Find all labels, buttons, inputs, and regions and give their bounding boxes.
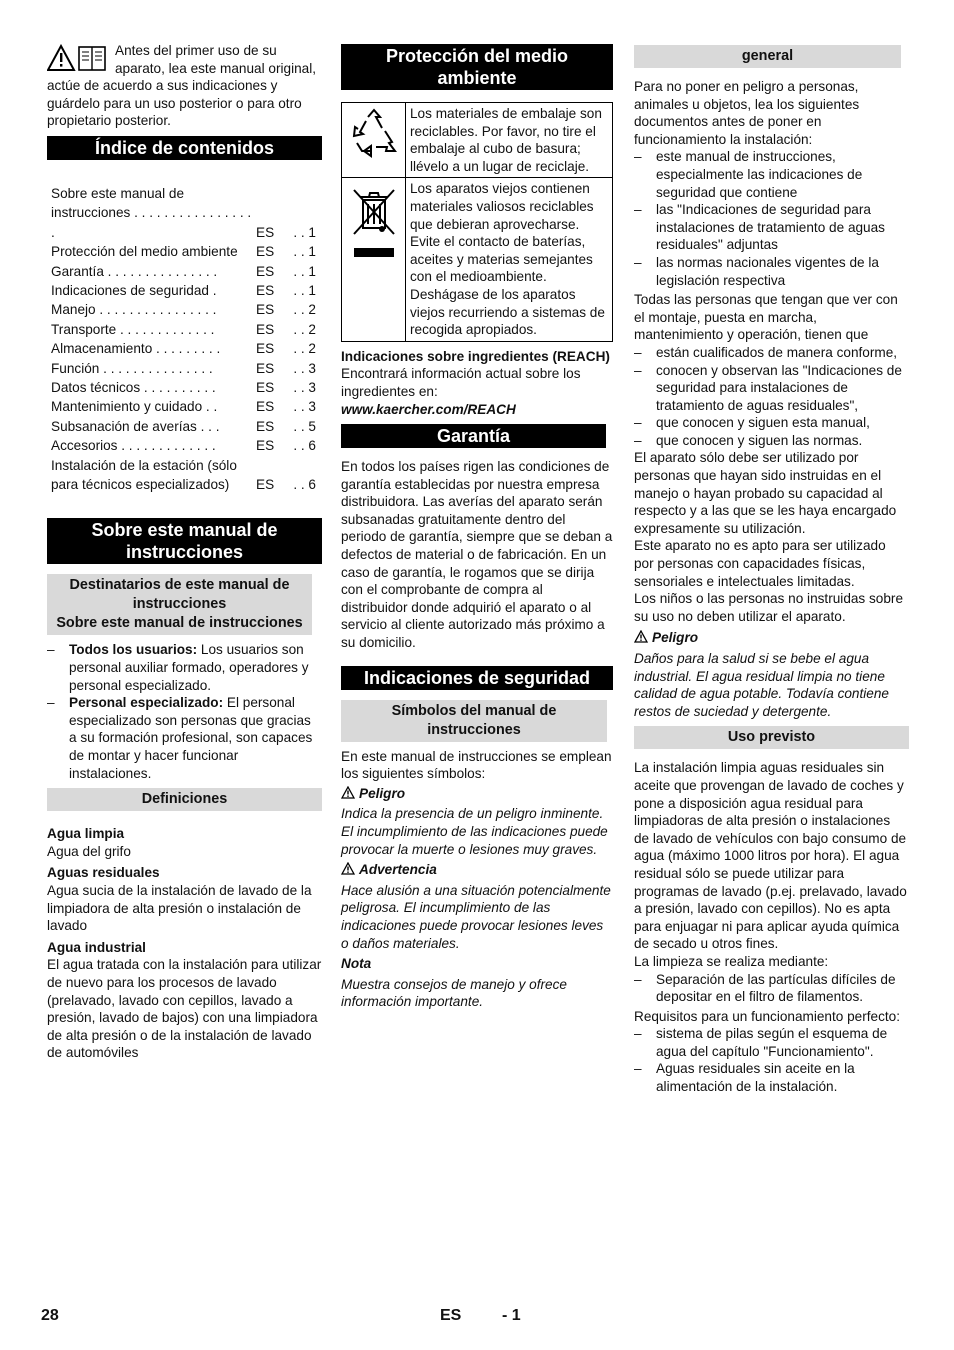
list-item-text: este manual de instrucciones, especialmente las indicaciones de seguridad que contiene <box>656 149 863 200</box>
toc-row[interactable] <box>47 281 322 300</box>
list-item-text: las "Indicaciones de seguridad para instalaciones de tratamiento de aguas residuales" adjuntas <box>656 202 885 253</box>
warning-triangle-icon <box>341 786 355 799</box>
toc-row[interactable] <box>47 184 322 242</box>
warranty-text: En todos los países rigen las condiciones de garantía establecidas por nuestra empresa distribuidora. Las averías del aparato serán subsanadas gratuitamente dentro del periodo de garantía, siempre que se deban a defectos de material o de fabricación. En un caso de garantía, le rogamos que se dirija con el comprobante de compra al distribuidor donde adquirió el aparato o al servicio al cliente autorizado más próximo a su domicilio. <box>341 459 613 651</box>
toc-label: Mantenimiento y cuidado . . <box>51 399 218 415</box>
reach-text: Encontrará información actual sobre los ingredientes en: <box>341 366 581 399</box>
safety-title: Indicaciones de seguridad <box>341 666 613 690</box>
toc-page: . . 2 <box>293 321 316 337</box>
environment-row-recycle <box>342 103 613 178</box>
definition-term: Agua industrial <box>47 939 146 955</box>
usage-paragraph-1: El aparato sólo debe ser utilizado por personas que hayan sido instruidas en el manejo o hayan probado su capacidad al respecto y a las que se les haya encargado expresamente su utilización. <box>634 450 897 536</box>
danger-label-2: Peligro <box>652 630 699 646</box>
toc-row[interactable] <box>47 397 322 416</box>
toc-lang: ES <box>256 224 275 240</box>
definition-term: Agua limpia <box>47 826 125 842</box>
toc-table <box>47 184 322 495</box>
note-text: Muestra consejos de manejo y ofrece información importante. <box>341 976 567 1010</box>
column-left <box>47 42 322 1066</box>
note-label: Nota <box>341 956 372 972</box>
toc-lang: ES <box>256 263 275 279</box>
intended-use-text: La instalación limpia aguas residuales sin aceite que provengan de lavado de coches y pone a disposición agua residual para limpiadoras de alta presión o instalaciones de lavado de vehículos con bajo consumo de agua (máximo 1000 litros por hora). El agua residual sólo se puede utilizar para programas de lavado (p.ej. prelavado, lavado a presión, lavado con cepillos). No es apta para enjuagar ni para aplicar ayuda química de secado u otros fines. <box>634 760 907 952</box>
dash-bullet: – <box>634 254 642 270</box>
list-item-text: que conocen y siguen esta manual, <box>656 415 870 431</box>
column-right <box>634 42 909 1096</box>
definition-term: Aguas residuales <box>47 865 160 881</box>
dash-bullet: – <box>634 1026 642 1042</box>
toc-row[interactable] <box>47 456 322 495</box>
toc-lang: ES <box>256 418 275 434</box>
toc-label: Garantía . . . . . . . . . . . . . . . <box>51 263 218 279</box>
environment-row-disposal <box>342 178 613 341</box>
toc-row[interactable] <box>47 359 322 378</box>
danger-heading-2 <box>634 629 909 647</box>
toc-row[interactable] <box>47 339 322 358</box>
toc-row[interactable] <box>47 320 322 339</box>
toc-label: Función . . . . . . . . . . . . . . . <box>51 360 213 376</box>
recycle-icon <box>349 151 399 166</box>
list-item <box>634 1060 909 1095</box>
toc-label: Instalación de la estación (sólo para técnicos especializados) <box>51 457 237 493</box>
list-item <box>634 254 909 289</box>
toc-page: . . 2 <box>293 302 316 318</box>
dash-bullet: – <box>47 642 55 658</box>
list-item-term: Todos los usuarios: <box>69 642 198 658</box>
toc-lang: ES <box>256 302 275 318</box>
toc-lang: ES <box>256 438 275 454</box>
list-item-text <box>69 694 322 782</box>
intro-text: Antes del primer uso de su aparato, lea este manual original, actúe de acuerdo a sus indicaciones y guárdelo para un uso posterior o para otro propietario posterior. <box>47 43 317 129</box>
danger-label: Peligro <box>359 785 406 801</box>
warning-book-icon <box>47 44 109 74</box>
toc-page: . . 2 <box>293 341 316 357</box>
toc-lang: ES <box>256 244 275 260</box>
environment-title: Protección del medio ambiente <box>341 44 613 90</box>
symbols-intro: En este manual de instrucciones se emplean los siguientes símbolos: <box>341 748 612 782</box>
toc-label: Transporte . . . . . . . . . . . . . <box>51 321 215 337</box>
warning-triangle-icon <box>341 862 355 875</box>
list-item-text: conocen y observan las "Indicaciones de seguridad para instalaciones de tratamiento de aguas residuales", <box>656 362 902 413</box>
toc-row[interactable] <box>47 300 322 319</box>
danger-text: Indica la presencia de un peligro inminente. El incumplimiento de las indicaciones puede provocar la muerte o lesiones muy graves. <box>341 806 608 857</box>
general-intro: Para no poner en peligro a personas, animales u objetos, lea los siguientes documentos antes de poner en funcionamiento la instalación: <box>634 79 860 147</box>
list-item <box>634 344 909 362</box>
toc-label: Almacenamiento . . . . . . . . . <box>51 341 221 357</box>
list-item <box>634 1025 909 1060</box>
intended-use-title: Uso previsto <box>634 726 909 749</box>
toc-lang: ES <box>256 477 275 493</box>
definition-text: El agua tratada con la instalación para utilizar de nuevo para los procesos de lavado (prelavado, lavado con cepillos, lavado a presión, lavado de bajos) con una limpiadora de alta presión o de la instalación de lavado de automóviles <box>47 957 322 1061</box>
list-item <box>47 694 322 782</box>
toc-lang: ES <box>256 321 275 337</box>
toc-row[interactable] <box>47 436 322 455</box>
definitions-title: Definiciones <box>47 788 322 811</box>
page-number: 28 <box>41 1307 59 1324</box>
usage-paragraph-3: Los niños o las personas no instruidas sobre su uso no deben utilizar el aparato. <box>634 591 904 624</box>
warning-text: Hace alusión a una situación potencialmente peligrosa. El incumplimiento de las indicaciones puede provocar lesiones leves o daños materiales. <box>341 882 611 951</box>
toc-page: . . 3 <box>293 399 316 415</box>
toc-lang: ES <box>256 360 275 376</box>
environment-table <box>341 102 613 342</box>
warning-triangle-icon <box>634 630 648 643</box>
environment-text-recycle: Los materiales de embalaje son reciclables. Por favor, no tire el embalaje al cubo de basura; llévelo a un lugar de reciclaje. <box>406 103 613 178</box>
list-item-desc: El personal especializado son personas que gracias a su formación profesional, son capaces de montar y hacer funcionar instalaciones. <box>69 695 313 781</box>
general-title: general <box>634 45 901 68</box>
list-item <box>634 362 909 415</box>
reach-link[interactable]: www.kaercher.com/REACH <box>341 401 516 417</box>
toc-lang: ES <box>256 283 275 298</box>
toc-lang: ES <box>256 341 275 357</box>
dash-bullet: – <box>634 202 642 218</box>
warning-label: Advertencia <box>359 862 437 878</box>
toc-lang: ES <box>256 399 275 415</box>
requirements-intro: Requisitos para un funcionamiento perfecto: <box>634 1008 900 1024</box>
reach-title: Indicaciones sobre ingredientes (REACH) <box>341 348 610 364</box>
dash-bullet: – <box>634 432 642 448</box>
footer-lang: ES <box>440 1307 462 1324</box>
toc-page: . . 6 <box>293 477 316 493</box>
recipients-list <box>47 641 322 782</box>
warning-heading <box>341 861 613 879</box>
list-item <box>47 641 322 694</box>
dash-bullet: – <box>634 362 642 378</box>
toc-page: . . 6 <box>293 438 316 454</box>
general-list <box>634 148 909 289</box>
crossed-bin-icon <box>349 250 399 265</box>
toc-title: Índice de contenidos <box>47 136 322 160</box>
toc-label: Accesorios . . . . . . . . . . . . . <box>51 438 216 454</box>
toc-label: Subsanación de averías . . . <box>51 418 220 434</box>
danger-heading <box>341 785 613 803</box>
dash-bullet: – <box>634 971 642 987</box>
toc-label: Datos técnicos . . . . . . . . . . <box>51 380 216 396</box>
list-item <box>634 971 909 1006</box>
toc-row[interactable] <box>47 378 322 397</box>
danger-text-2: Daños para la salud si se bebe el agua industrial. El agua residual limpia no tiene calidad de agua potable. Todavía contiene restos de suciedad y detergente. <box>634 651 889 719</box>
column-middle <box>341 42 613 1011</box>
list-item <box>634 414 909 432</box>
toc-page: . . 3 <box>293 360 316 376</box>
cleaning-list <box>634 971 909 1006</box>
toc-row[interactable] <box>47 262 322 281</box>
list-item-term: Personal especializado: <box>69 695 224 711</box>
toc-label: Sobre este manual de instrucciones . . . . . . . . . . . . . . . . . <box>51 185 252 240</box>
toc-page: . . 1 <box>293 283 316 298</box>
toc-label: Indicaciones de seguridad . <box>51 283 217 298</box>
toc-page: . . 3 <box>293 380 316 396</box>
dash-bullet: – <box>634 1061 642 1077</box>
recipients-title: Destinatarios de este manual de instrucciones Sobre este manual de instrucciones <box>47 574 312 635</box>
list-item-text: las normas nacionales vigentes de la legislación respectiva <box>656 254 879 288</box>
toc-page: . . 1 <box>293 263 316 279</box>
list-item <box>634 148 909 201</box>
list-item-text: Separación de las partículas difíciles de depositar en el filtro de filamentos. <box>656 971 896 1005</box>
dash-bullet: – <box>47 695 55 711</box>
toc-label: Manejo . . . . . . . . . . . . . . . . <box>51 302 217 318</box>
definition-text: Agua del grifo <box>47 843 131 859</box>
list-item-text: sistema de pilas según el esquema de agua del capítulo "Funcionamiento". <box>656 1026 888 1059</box>
symbols-title: Símbolos del manual de instrucciones <box>341 700 607 742</box>
definition-text: Agua sucia de la instalación de lavado de la limpiadora de alta presión o instalación de lavado <box>47 883 312 934</box>
requirements-list <box>634 1025 909 1095</box>
warranty-title: Garantía <box>341 424 606 448</box>
footer-section: - 1 <box>502 1307 521 1324</box>
dash-bullet: – <box>634 344 642 360</box>
manual-title: Sobre este manual de instrucciones <box>47 518 322 564</box>
usage-paragraph-2: Este aparato no es apto para ser utilizado por personas con capacidades físicas, sensoriales e intelectuales limitadas. <box>634 538 886 589</box>
list-item-desc: Los usuarios son personal auxiliar formado, operadores y personal especializado. <box>69 642 309 693</box>
toc-page: . . 5 <box>293 418 316 434</box>
list-item <box>634 432 909 450</box>
toc-row[interactable] <box>47 417 322 436</box>
list-item-text: que conocen y siguen las normas. <box>656 432 863 448</box>
toc-label: Protección del medio ambiente <box>51 244 238 260</box>
toc-page: . . 1 <box>293 244 316 260</box>
persons-list <box>634 344 909 450</box>
environment-text-disposal: Los aparatos viejos contienen materiales valiosos reciclables que debieran aprovecharse. Evite el contacto de baterías, aceites y materias semejantes con el medioambiente. Deshágase de los aparatos viejos recurriendo a sistemas de recogida apropiados. <box>406 178 613 341</box>
dash-bullet: – <box>634 149 642 165</box>
list-item-text <box>69 641 322 694</box>
toc-lang: ES <box>256 380 275 396</box>
list-item-text: están cualificados de manera conforme, <box>656 344 898 360</box>
intro-block <box>47 42 322 130</box>
toc-row[interactable] <box>47 242 322 261</box>
cleaning-intro: La limpieza se realiza mediante: <box>634 953 829 969</box>
toc-page: . . 1 <box>293 224 316 240</box>
list-item <box>634 201 909 254</box>
definitions-list <box>47 825 322 1062</box>
list-item-text: Aguas residuales sin aceite en la alimentación de la instalación. <box>656 1061 855 1095</box>
dash-bullet: – <box>634 415 642 431</box>
persons-intro: Todas las personas que tengan que ver con el montaje, puesta en marcha, mantenimiento y operación, tienen que <box>634 292 898 343</box>
